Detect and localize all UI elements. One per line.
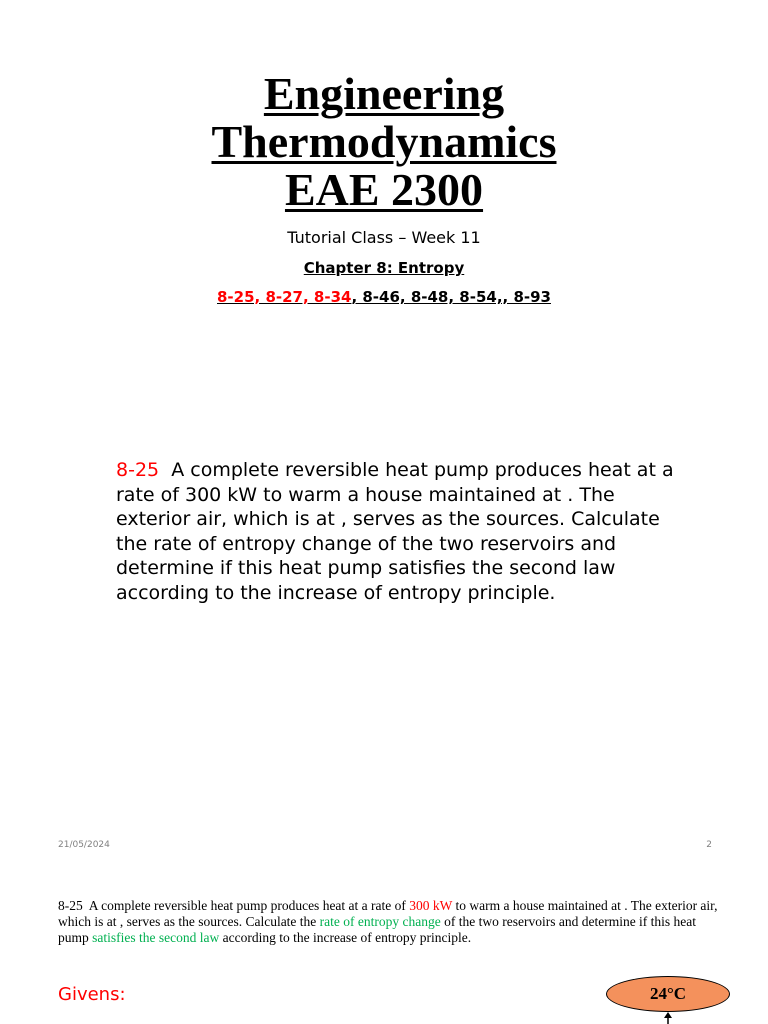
highlight-law: satisfies the second law xyxy=(92,930,220,945)
problem-text: A complete reversible heat pump produces heat at a rate of 300 kW to warm a house maintained at . The exterior air, which is at , serves as the sources. Calculate the rate of entropy change of the two reservoirs and determine if this heat pump satisfies the second law according to the increase of entropy principle. xyxy=(116,459,674,604)
problem-list-remaining: , 8-46, 8-48, 8-54,, 8-93 xyxy=(351,288,551,306)
slide-subtitle: Tutorial Class – Week 11 xyxy=(287,228,481,247)
givens-label: Givens: xyxy=(58,984,126,1005)
text-part-1: A complete reversible heat pump produces heat at a rate of xyxy=(88,898,410,913)
problem-statement xyxy=(116,458,676,605)
chapter-heading: Chapter 8: Entropy xyxy=(303,259,465,277)
highlight-power: 300 kW xyxy=(409,898,453,913)
problem-list xyxy=(0,288,768,306)
temperature-label: 24°C xyxy=(649,984,687,1003)
text-part-2: to warm a house maintained at . The exterior air, which is at , serves as the sources. Calculate the xyxy=(58,898,718,929)
title-line-1: Engineering xyxy=(263,68,505,119)
slide-title xyxy=(0,70,768,214)
slide-date: 21/05/2024 xyxy=(58,840,110,850)
problem-statement-detailed xyxy=(58,898,718,946)
problem-number-small: 8-25 xyxy=(58,898,83,913)
problem-number: 8-25 xyxy=(116,459,160,481)
problem-list-highlighted: 8-25, 8-27, 8-34 xyxy=(217,288,352,306)
title-line-2: Thermodynamics xyxy=(211,116,557,167)
text-part-4: according to the increase of entropy principle. xyxy=(219,930,472,945)
highlight-entropy: rate of entropy change xyxy=(319,914,441,929)
arrow-up-icon xyxy=(660,1012,676,1024)
text-part-3: of the two reservoirs and determine if this heat pump xyxy=(58,914,697,945)
page-number: 2 xyxy=(706,840,712,850)
temperature-ellipse xyxy=(606,976,730,1012)
title-line-3: EAE 2300 xyxy=(284,164,484,215)
